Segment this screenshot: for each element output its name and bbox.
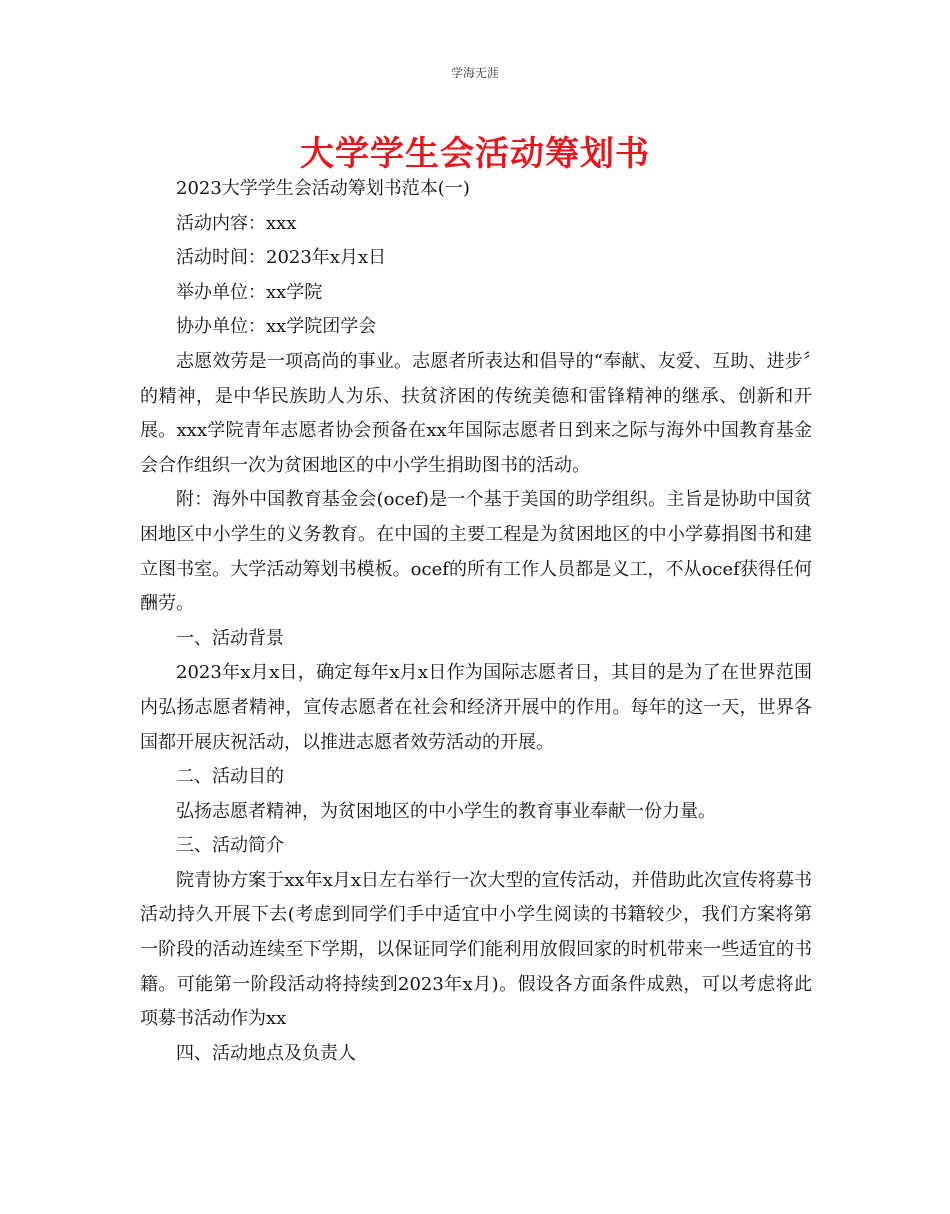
activity-content-line: 活动内容：xxx <box>176 212 297 234</box>
organizer-line: 举办单位：xx学院 <box>176 281 323 303</box>
page-header: 学海无涯 <box>450 66 499 80</box>
section-heading: 三、活动简介 <box>176 835 284 857</box>
subtitle-line: 2023大学学生会活动筹划书范本(一) <box>176 178 470 199</box>
co-organizer-line: 协办单位：xx学院团学会 <box>176 316 377 338</box>
background-paragraph: 2023年x月x日，确定每年x月x日作为国际志愿者日，其目的是为了在世界范围内弘扬志愿者精神，宣传志愿者在社会和经济开展中的作用。每年的这一天，世界各国都开展庆祝活动，以推进志愿者效劳活动的开展。 <box>140 662 812 753</box>
intro-paragraph: 志愿效劳是一项高尚的事业。志愿者所表达和倡导的“奉献、友爱、互助、进步〞的精神，是中华民族助人为乐、扶贫济困的传统美德和雷锋精神的继承、创新和开展。xxx学院青年志愿者协会预备在xx年国际志愿者日到来之际与海外中国教育基金会合作组织一次为贫困地区的中小学生捐助图书的活动。 <box>140 350 812 476</box>
activity-time-line: 活动时间：2023年x月x日 <box>176 247 387 269</box>
purpose-paragraph: 弘扬志愿者精神，为贫困地区的中小学生的教育事业奉献一份力量。 <box>176 800 716 822</box>
section-heading: 二、活动目的 <box>176 766 284 788</box>
document-title: 大学学生会活动筹划书 <box>300 134 650 174</box>
section-heading: 一、活动背景 <box>176 627 284 649</box>
note-paragraph: 附：海外中国教育基金会(ocef)是一个基于美国的助学组织。主旨是协助中国贫困地区中小学生的义务教育。在中国的主要工程是为贫困地区的中小学募捐图书和建立图书室。大学活动筹划书模板。ocef的所有工作人员都是义工，不从ocef获得任何酬劳。 <box>140 489 812 615</box>
section-heading: 四、活动地点及负责人 <box>176 1042 356 1064</box>
document-body <box>140 172 812 1071</box>
summary-paragraph: 院青协方案于xx年x月x日左右举行一次大型的宣传活动，并借助此次宣传将募书活动持久开展下去(考虑到同学们手中适宜中小学生阅读的书籍较少，我们方案将第一阶段的活动连续至下学期，以保证同学们能利用放假回家的时机带来一些适宜的书籍。可能第一阶段活动将持续到2023年x月)。假设各方面条件成熟，可以考虑将此项募书活动作为xx <box>140 869 812 1030</box>
